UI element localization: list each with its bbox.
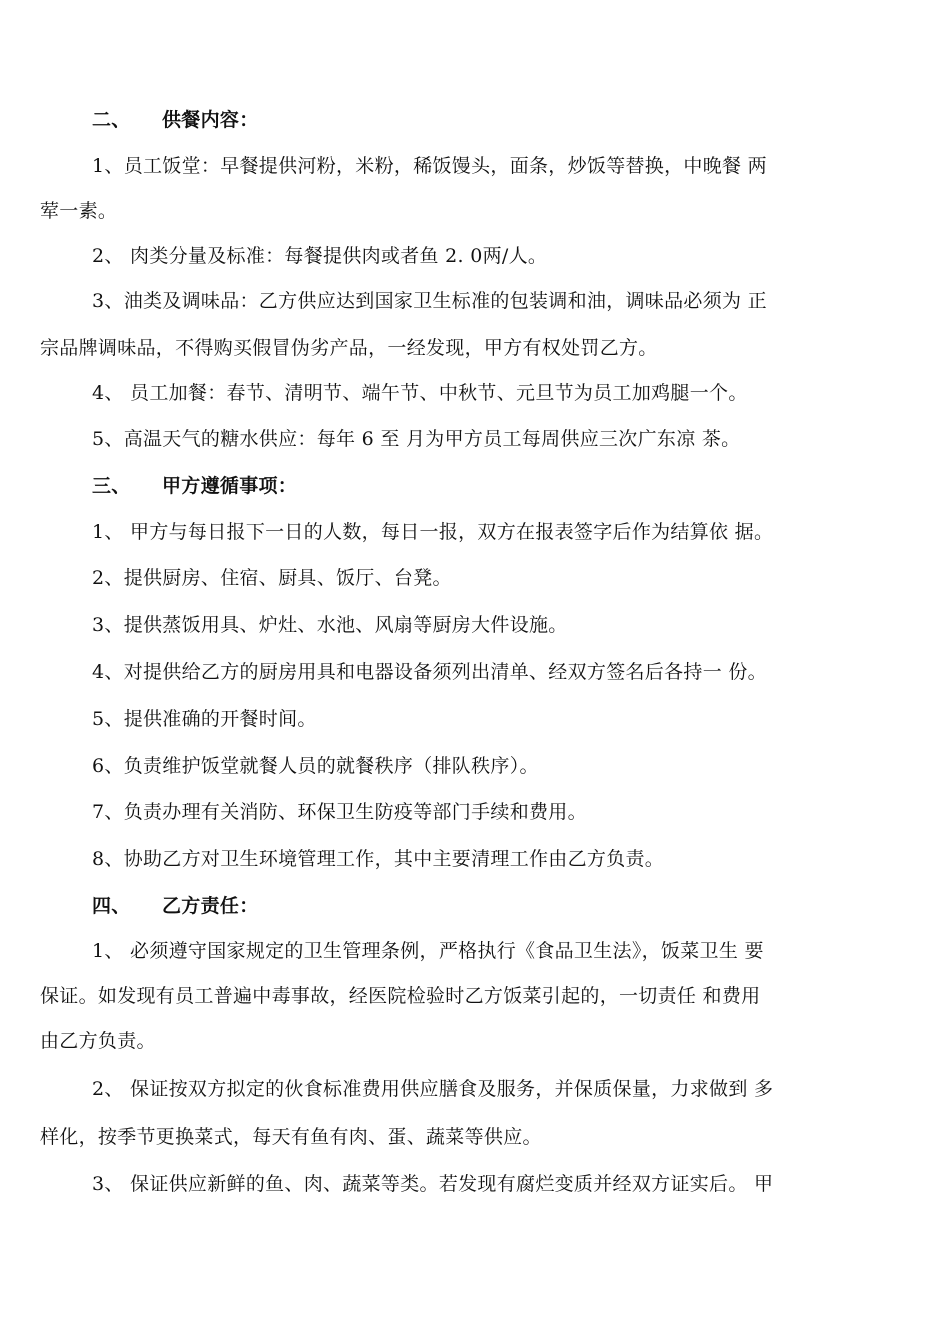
paragraph-text: 3、油类及调味品：乙方供应达到国家卫生标准的包装调和油，调味品必须为 正 [92, 290, 767, 312]
paragraph-text: 5、高温天气的糖水供应：每年 6 至 月为甲方员工每周供应三次广东凉 茶。 [92, 428, 741, 450]
paragraph-line [92, 846, 910, 872]
paragraph-line [92, 565, 910, 591]
paragraph-text: 8、协助乙方对卫生环境管理工作，其中主要清理工作由乙方负责。 [92, 848, 665, 870]
section-title: 甲方遵循事项： [162, 475, 298, 497]
paragraph-line [92, 426, 910, 452]
section-heading-4 [92, 893, 910, 919]
paragraph-line [92, 659, 910, 685]
paragraph-line [92, 612, 910, 638]
paragraph-line [40, 1028, 910, 1054]
paragraph-line [92, 706, 910, 732]
paragraph-text: 5、提供准确的开餐时间。 [92, 708, 317, 730]
paragraph-text: 2、提供厨房、住宿、厨具、饭厅、台凳。 [92, 567, 452, 589]
paragraph-text: 样化，按季节更换菜式，每天有鱼有肉、蛋、蔬菜等供应。 [40, 1126, 542, 1148]
paragraph-text: 3、提供蒸饭用具、炉灶、水池、风扇等厨房大件设施。 [92, 614, 568, 636]
section-heading-3 [92, 473, 910, 499]
paragraph-text: 6、负责维护饭堂就餐人员的就餐秩序（排队秩序）。 [92, 755, 539, 777]
paragraph-line [92, 938, 910, 964]
section-heading-2 [92, 107, 910, 133]
paragraph-text: 4、 员工加餐：春节、清明节、端午节、中秋节、元旦节为员工加鸡腿一个。 [92, 382, 748, 404]
paragraph-text: 宗品牌调味品，不得购买假冒伪劣产品，一经发现，甲方有权处罚乙方。 [40, 337, 658, 359]
paragraph-line [40, 198, 910, 224]
section-title: 供餐内容： [162, 109, 259, 131]
paragraph-line [92, 519, 910, 545]
paragraph-text: 2、 肉类分量及标准：每餐提供肉或者鱼 2. 0两/人。 [92, 245, 548, 267]
paragraph-line [92, 753, 910, 779]
paragraph-line [40, 1124, 910, 1150]
paragraph-line [92, 243, 910, 269]
paragraph-line [92, 380, 910, 406]
section-number: 四、 [92, 895, 131, 917]
paragraph-text: 1、 必须遵守国家规定的卫生管理条例，严格执行《食品卫生法》，饭菜卫生 要 [92, 940, 764, 962]
paragraph-text: 1、 甲方与每日报下一日的人数，每日一报，双方在报表签字后作为结算依 据。 [92, 521, 774, 543]
paragraph-line [40, 983, 910, 1009]
section-title: 乙方责任： [162, 895, 259, 917]
paragraph-text: 1、员工饭堂：早餐提供河粉，米粉，稀饭馒头，面条，炒饭等替换，中晚餐 两 [92, 155, 767, 177]
paragraph-text: 保证。如发现有员工普遍中毒事故，经医院检验时乙方饭菜引起的，一切责任 和费用 [40, 985, 761, 1007]
paragraph-line [40, 335, 910, 361]
paragraph-text: 3、 保证供应新鲜的鱼、肉、蔬菜等类。若发现有腐烂变质并经双方证实后。 甲 [92, 1173, 774, 1195]
section-number: 二、 [92, 109, 131, 131]
paragraph-line [92, 1076, 910, 1102]
paragraph-text: 4、对提供给乙方的厨房用具和电器设备须列出清单、经双方签名后各持一 份。 [92, 661, 767, 683]
paragraph-line [92, 1171, 910, 1197]
paragraph-text: 2、 保证按双方拟定的伙食标准费用供应膳食及服务，并保质保量，力求做到 多 [92, 1078, 774, 1100]
paragraph-text: 荤一素。 [40, 200, 118, 222]
paragraph-line [92, 153, 910, 179]
paragraph-text: 7、负责办理有关消防、环保卫生防疫等部门手续和费用。 [92, 801, 587, 823]
section-number: 三、 [92, 475, 131, 497]
paragraph-line [92, 799, 910, 825]
paragraph-line [92, 288, 910, 314]
paragraph-text: 由乙方负责。 [40, 1030, 156, 1052]
